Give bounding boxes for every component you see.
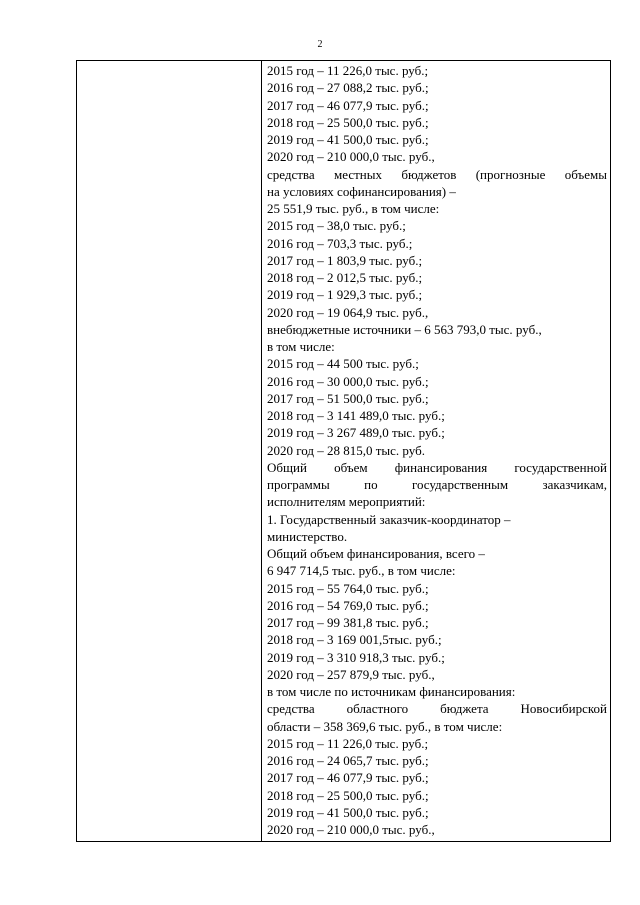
- text-line: в том числе:: [267, 339, 335, 354]
- text-line: 25 551,9 тыс. руб., в том числе:: [267, 201, 440, 216]
- text-line: 2019 год – 1 929,3 тыс. руб.;: [267, 287, 423, 303]
- text-line: 2020 год – 210 000,0 тыс. руб.,: [267, 822, 435, 837]
- text-line: 2019 год – 3 310 918,3 тыс. руб.;: [267, 649, 445, 665]
- text-line: 2017 год – 1 803,9 тыс. руб.;: [267, 252, 423, 268]
- text-line: 2015 год – 11 226,0 тыс. руб.;: [267, 735, 429, 751]
- text-line: внебюджетные источники – 6 563 793,0 тыс. руб.,: [267, 321, 542, 337]
- text-line: 2015 год – 38,0 тыс. руб.;: [267, 218, 406, 234]
- text-line: 2018 год – 3 169 001,5тыс. руб.;: [267, 632, 442, 648]
- text-line: 2019 год – 41 500,0 тыс. руб.;: [267, 804, 429, 820]
- text-line: программы по государственным заказчикам,: [267, 477, 607, 492]
- financing-table: [76, 60, 611, 842]
- text-line: 2020 год – 257 879,9 тыс. руб.,: [267, 666, 435, 682]
- column-divider: [261, 61, 262, 841]
- text-line: 2018 год – 2 012,5 тыс. руб.;: [267, 270, 423, 285]
- text-line: 2020 год – 210 000,0 тыс. руб.,: [267, 149, 435, 165]
- text-line: Общий объем финансирования государственной: [267, 459, 607, 475]
- text-line: 2015 год – 55 764,0 тыс. руб.;: [267, 580, 429, 596]
- text-line: исполнителям мероприятий:: [267, 494, 426, 510]
- text-line: области – 358 369,6 тыс. руб., в том числе:: [267, 718, 503, 734]
- text-line: 2016 год – 54 769,0 тыс. руб.;: [267, 597, 429, 613]
- text-line: министерство.: [267, 528, 348, 544]
- text-line: 2016 год – 24 065,7 тыс. руб.;: [267, 753, 429, 768]
- text-line: 2017 год – 51 500,0 тыс. руб.;: [267, 390, 429, 406]
- text-line: средства местных бюджетов (прогнозные объемы: [267, 166, 607, 182]
- text-line: 2017 год – 46 077,9 тыс. руб.;: [267, 770, 429, 786]
- text-line: 1. Государственный заказчик-координатор –: [267, 511, 511, 527]
- text-line: средства областного бюджета Новосибирской: [267, 701, 607, 717]
- text-line: 2016 год – 30 000,0 тыс. руб.;: [267, 373, 429, 389]
- text-line: 2018 год – 3 141 489,0 тыс. руб.;: [267, 408, 445, 423]
- text-line: 2015 год – 44 500 тыс. руб.;: [267, 356, 419, 372]
- text-line: 2020 год – 19 064,9 тыс. руб.,: [267, 304, 429, 320]
- text-line: 2020 год – 28 815,0 тыс. руб.: [267, 442, 425, 458]
- text-line: 2019 год – 41 500,0 тыс. руб.;: [267, 132, 429, 147]
- text-line: 2019 год – 3 267 489,0 тыс. руб.;: [267, 425, 445, 441]
- text-line: 2017 год – 99 381,8 тыс. руб.;: [267, 615, 429, 630]
- text-line: в том числе по источникам финансирования:: [267, 684, 516, 699]
- page-number: 2: [317, 39, 323, 50]
- text-line: Общий объем финансирования, всего –: [267, 546, 485, 561]
- text-line: на условиях софинансирования) –: [267, 183, 456, 199]
- text-line: 2017 год – 46 077,9 тыс. руб.;: [267, 97, 429, 113]
- text-line: 2015 год – 11 226,0 тыс. руб.;: [267, 63, 429, 78]
- text-line: 2018 год – 25 500,0 тыс. руб.;: [267, 787, 429, 803]
- table-cell-right: [267, 62, 607, 838]
- text-line: 2016 год – 27 088,2 тыс. руб.;: [267, 80, 429, 96]
- text-line: 2018 год – 25 500,0 тыс. руб.;: [267, 114, 429, 130]
- text-line: 2016 год – 703,3 тыс. руб.;: [267, 235, 413, 251]
- text-line: 6 947 714,5 тыс. руб., в том числе:: [267, 563, 456, 579]
